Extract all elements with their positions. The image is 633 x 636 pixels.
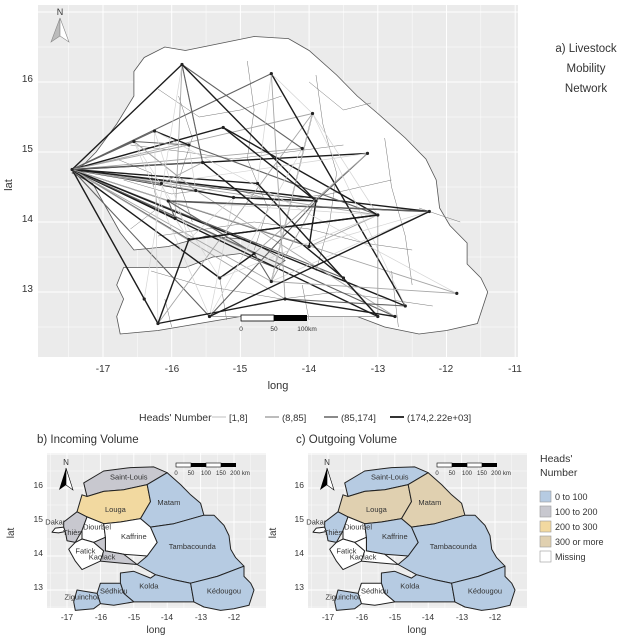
map-title — [555, 43, 617, 95]
y-tick-label: 16 — [33, 480, 43, 490]
legend-title-line-1: Heads' — [540, 453, 573, 465]
network-node — [174, 217, 177, 220]
network-node — [301, 147, 304, 150]
x-axis — [61, 612, 241, 636]
legend-label: 0 to 100 — [555, 492, 588, 502]
network-node — [232, 196, 235, 199]
x-tick-label: -17 — [321, 612, 335, 622]
region-label-saint-louis: Saint-Louis — [110, 472, 148, 482]
scale-label: 50 — [448, 471, 456, 477]
network-node — [143, 297, 146, 300]
legend-label: (8,85] — [282, 413, 307, 424]
x-tick-label: -14 — [301, 364, 317, 375]
network-node — [455, 292, 458, 295]
x-tick-label: -17 — [60, 612, 74, 622]
network-node — [187, 143, 190, 146]
y-tick-label: 14 — [33, 548, 43, 558]
x-tick-label: -12 — [227, 612, 241, 622]
scale-label: 100 — [461, 471, 473, 477]
scale-label-0: 0 — [239, 326, 243, 333]
region-label-thies: Thiès — [323, 527, 343, 537]
network-node — [311, 112, 314, 115]
network-node — [70, 168, 73, 171]
network-node — [222, 126, 225, 129]
region-label-ziguinchor: Ziguinchor — [325, 592, 361, 602]
legend-label: 300 or more — [555, 537, 604, 547]
scale-label: 0 — [435, 471, 439, 477]
region-label-sedhiou: Sédhiou — [99, 586, 128, 596]
legend-swatch — [540, 536, 551, 547]
scale-label: 0 — [174, 471, 178, 477]
x-tick-label: -13 — [455, 612, 469, 622]
network-node — [283, 297, 286, 300]
scale-label: 150 — [215, 471, 227, 477]
y-tick-label: 14 — [294, 548, 304, 558]
scale-label: 150 — [476, 471, 488, 477]
x-tick-label: -14 — [421, 612, 435, 622]
x-tick-label: -13 — [194, 612, 208, 622]
network-node — [208, 315, 211, 318]
x-tick-label: -12 — [488, 612, 502, 622]
region-label-matam: Matam — [157, 498, 181, 507]
legend-label: [1,8] — [229, 413, 248, 424]
x-axis — [96, 364, 523, 392]
legend-swatch — [540, 506, 551, 517]
x-tick-label: -15 — [232, 364, 248, 375]
title-line-3: Network — [564, 83, 608, 95]
north-label: N — [56, 7, 64, 17]
y-axis-title: lat — [3, 179, 15, 191]
region-label-kaffrine: Kaffrine — [381, 532, 408, 541]
region-label-sedhiou: Sédhiou — [360, 586, 389, 596]
region-label-kaffrine: Kaffrine — [120, 532, 147, 541]
network-node — [342, 276, 345, 279]
network-node — [160, 182, 163, 185]
x-tick-label: -16 — [355, 612, 369, 622]
scale-label-100: 100km — [297, 326, 317, 333]
region-label-diourbel: Diourbel — [344, 522, 373, 532]
region-label-fatick: Fatick — [336, 546, 357, 556]
region-label-kedougou: Kédougou — [206, 586, 242, 596]
region-label-louga: Louga — [366, 504, 387, 514]
volume-legend — [540, 453, 604, 562]
legend-title: Heads' Number — [139, 412, 212, 424]
region-label-ziguinchor: Ziguinchor — [64, 592, 100, 602]
network-node — [194, 189, 197, 192]
network-node — [156, 322, 159, 325]
network-node — [201, 161, 204, 164]
region-label-louga: Louga — [105, 504, 126, 514]
network-node — [393, 315, 396, 318]
x-tick-label: -12 — [438, 364, 454, 375]
x-axis-title: long — [267, 380, 289, 392]
outgoing-volume-map — [268, 434, 527, 636]
region-label-dakar: Dakar — [306, 517, 327, 527]
region-label-thies: Thiès — [62, 527, 82, 537]
network-node — [270, 280, 273, 283]
y-axis — [3, 74, 33, 295]
x-tick-label: -17 — [95, 364, 111, 375]
network-node — [132, 140, 135, 143]
network-node — [218, 276, 221, 279]
y-tick-label: 15 — [21, 144, 33, 155]
y-tick-label: 16 — [21, 74, 33, 85]
incoming-volume-map — [6, 434, 266, 636]
y-axis — [6, 480, 43, 592]
scale-label: 200 km — [491, 471, 511, 477]
y-tick-label: 16 — [294, 480, 304, 490]
region-label-tambacounda: Tambacounda — [429, 542, 477, 552]
network-node — [314, 199, 317, 202]
legend-title-line-2: Number — [540, 467, 578, 479]
legend-swatch — [540, 491, 551, 502]
region-label-kedougou: Kédougou — [467, 586, 503, 596]
y-tick-label: 14 — [21, 214, 33, 225]
north-label: N — [324, 458, 330, 467]
region-label-kolda: Kolda — [139, 581, 159, 591]
title-line-2: Mobility — [566, 63, 606, 75]
y-tick-label: 15 — [33, 514, 43, 524]
legend-label: (174,2.22e+03] — [407, 413, 472, 424]
region-label-kolda: Kolda — [400, 581, 420, 591]
network-node — [366, 152, 369, 155]
y-axis — [268, 480, 304, 592]
map-title: b) Incoming Volume — [37, 434, 139, 446]
title-line-1: a) Livestock — [555, 43, 617, 55]
network-node — [376, 213, 379, 216]
network-node — [153, 129, 156, 132]
legend-label: (85,174] — [341, 413, 376, 424]
network-node — [167, 199, 170, 202]
x-tick-label: -16 — [164, 364, 180, 375]
heads-number-legend — [139, 412, 471, 424]
x-tick-label: -13 — [370, 364, 386, 375]
map-title: c) Outgoing Volume — [296, 434, 398, 446]
region-label-kaolack: Kaolack — [349, 552, 377, 562]
y-axis-title: lat — [268, 527, 279, 539]
scale-label: 100 — [200, 471, 212, 477]
region-label-saint-louis: Saint-Louis — [371, 472, 409, 482]
y-tick-label: 13 — [294, 582, 304, 592]
scale-label: 50 — [187, 471, 195, 477]
network-node — [270, 72, 273, 75]
region-label-matam: Matam — [418, 498, 442, 507]
network-node — [256, 182, 259, 185]
scale-label: 200 km — [230, 471, 250, 477]
scale-label-50: 50 — [270, 326, 278, 333]
region-label-fatick: Fatick — [75, 546, 96, 556]
y-axis-title: lat — [6, 527, 17, 539]
legend-label: 200 to 300 — [555, 522, 598, 532]
x-tick-label: -14 — [160, 612, 174, 622]
x-tick-label: -11 — [508, 364, 522, 375]
legend-swatch — [540, 551, 551, 562]
network-node — [187, 238, 190, 241]
region-label-tambacounda: Tambacounda — [168, 542, 216, 552]
region-label-dakar: Dakar — [45, 517, 66, 527]
network-node — [428, 210, 431, 213]
region-label-kaolack: Kaolack — [88, 552, 116, 562]
north-label: N — [63, 458, 69, 467]
x-axis-title: long — [407, 625, 427, 636]
x-axis-title: long — [146, 625, 166, 636]
legend-label: 100 to 200 — [555, 507, 598, 517]
network-node — [376, 315, 379, 318]
network-node — [308, 245, 311, 248]
x-axis — [322, 612, 502, 636]
y-tick-label: 15 — [294, 514, 304, 524]
x-tick-label: -16 — [94, 612, 108, 622]
y-tick-label: 13 — [21, 284, 33, 295]
legend-swatch — [540, 521, 551, 532]
y-tick-label: 13 — [33, 582, 43, 592]
network-node — [180, 63, 183, 66]
network-node — [253, 252, 256, 255]
livestock-mobility-network-map — [3, 5, 617, 392]
region-label-diourbel: Diourbel — [83, 522, 112, 532]
x-tick-label: -15 — [127, 612, 141, 622]
legend-label: Missing — [555, 552, 586, 562]
network-node — [404, 304, 407, 307]
x-tick-label: -15 — [388, 612, 402, 622]
